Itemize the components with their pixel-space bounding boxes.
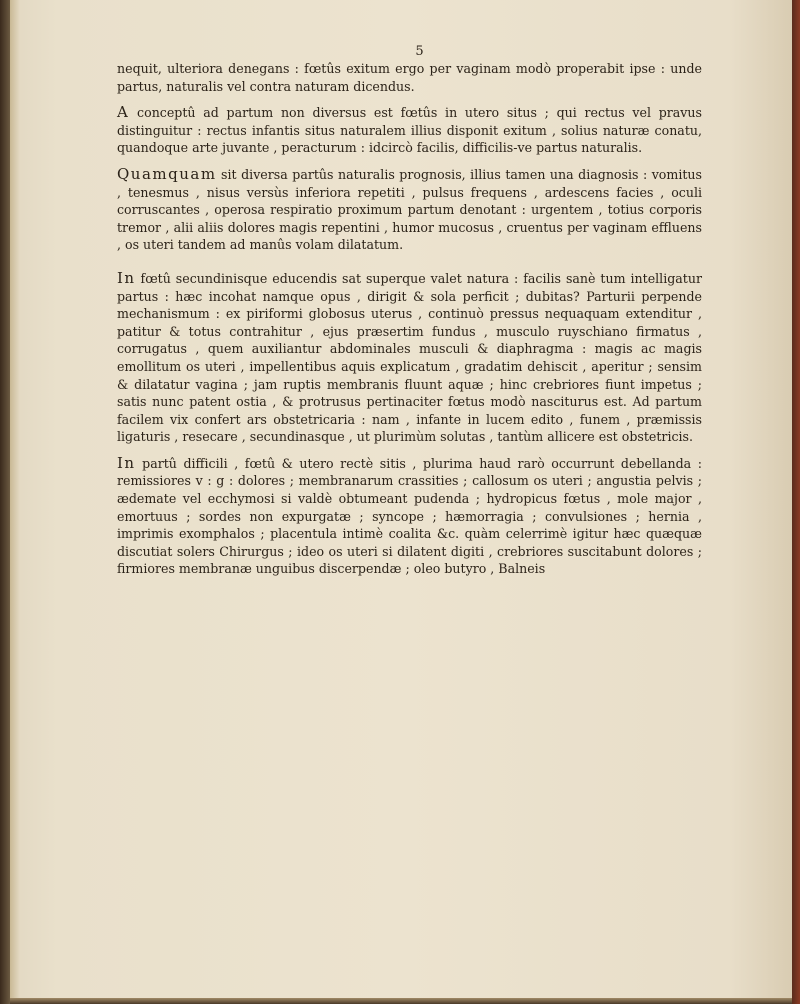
page-number: 5 <box>415 44 424 59</box>
paragraph-5-text: partû difficili , fœtû & utero rectè sitis , plurima haud rarò occurrunt debellanda : remissiores v : g : dolores ; membranarum crassities ; callosum os uteri ; angustia pelvis ; ædemate vel ecchymosi si valdè obtumeant pudenda ; hydropicus fœtus , mole major , emortuus ; sordes non expurgatæ ; syncope ; hæmorragia ; convulsiones ; hernia , imprimis exomphalos ; placentula intimè coalita &c. quàm celerrimè igitur hæc quæquæ discutiat solers Chirurgus ; ideo os uteri si dilatent digiti , crebriores suscitabunt dolores ; firmiores membranæ unguibus discerpendæ ; oleo butyro , Balneis <box>117 455 702 577</box>
book-spine-left <box>0 0 10 1004</box>
paragraph-5-initial: In <box>117 453 136 472</box>
paragraph-1 <box>117 60 702 95</box>
paragraph-2-initial: A <box>117 103 130 122</box>
book-edge-bottom <box>10 998 792 1004</box>
paragraph-3 <box>117 166 702 254</box>
book-page <box>10 0 792 1004</box>
paragraph-4-text: fœtû secundinisque educendis sat superque valet natura : facilis sanè tum intelligatur partus : hæc incohat namque opus , dirigit & sola perficit ; dubitas? Parturii perpende mechanismum : ex piriformi globosus uterus , continuò pressus nequaquam extenditur , patitur & totus contrahitur , ejus præsertim fundus , musculo ruyschiano firmatus , corrugatus , quem auxiliantur abdominales musculi & diaphragma : magis ac magis emollitum os uteri , impellentibus aquis explicatum , gradatim dehiscit , aperitur ; sensim & dilatatur vagina ; jam ruptis membranis fluunt aquæ ; hinc crebriores fiunt impetus ; satis nunc patent ostia , & protrusus pertinaciter fœtus modò nasciturus est. Ad partum facilem vix confert ars obstetricaria : nam , infante in lucem edito , funem , præmissis ligaturis , resecare , secundinasque , ut plurimùm solutas , tantùm allicere est obstetricis. <box>117 270 702 445</box>
paragraph-1-text: nequit, ulteriora denegans : fœtûs exitum ergo per vaginam modò properabit ipse : unde partus, naturalis vel contra naturam dicendus. <box>117 61 702 94</box>
paragraph-4-initial: In <box>117 268 136 287</box>
paragraph-2 <box>117 104 702 157</box>
paragraph-5 <box>117 455 702 578</box>
paragraph-3-initial: Quamquam <box>117 164 217 183</box>
paragraph-3-text: sit diversa partûs naturalis prognosis, illius tamen una diagnosis : vomitus , tenesmus , nisus versùs inferiora repetiti , pulsus frequens , ardescens facies , oculi corruscantes , operosa respiratio proximum partum denotant : urgentem , totius corporis tremor , alii aliis dolores magis repentini , humor mucosus , cruentus per vaginam effluens , os uteri tandem ad manûs volam dilatatum. <box>117 166 702 253</box>
paragraph-2-text: conceptû ad partum non diversus est fœtûs in utero situs ; qui rectus vel pravus distinguitur : rectus infantis situs naturalem illius disponit exitum , solius naturæ conatu, quandoque arte juvante , peracturum : idcircò facilis, difficilis-ve partus naturalis. <box>117 105 702 156</box>
book-edge-right <box>792 0 800 1004</box>
page-text-block <box>117 44 702 578</box>
paragraph-4 <box>117 270 702 446</box>
